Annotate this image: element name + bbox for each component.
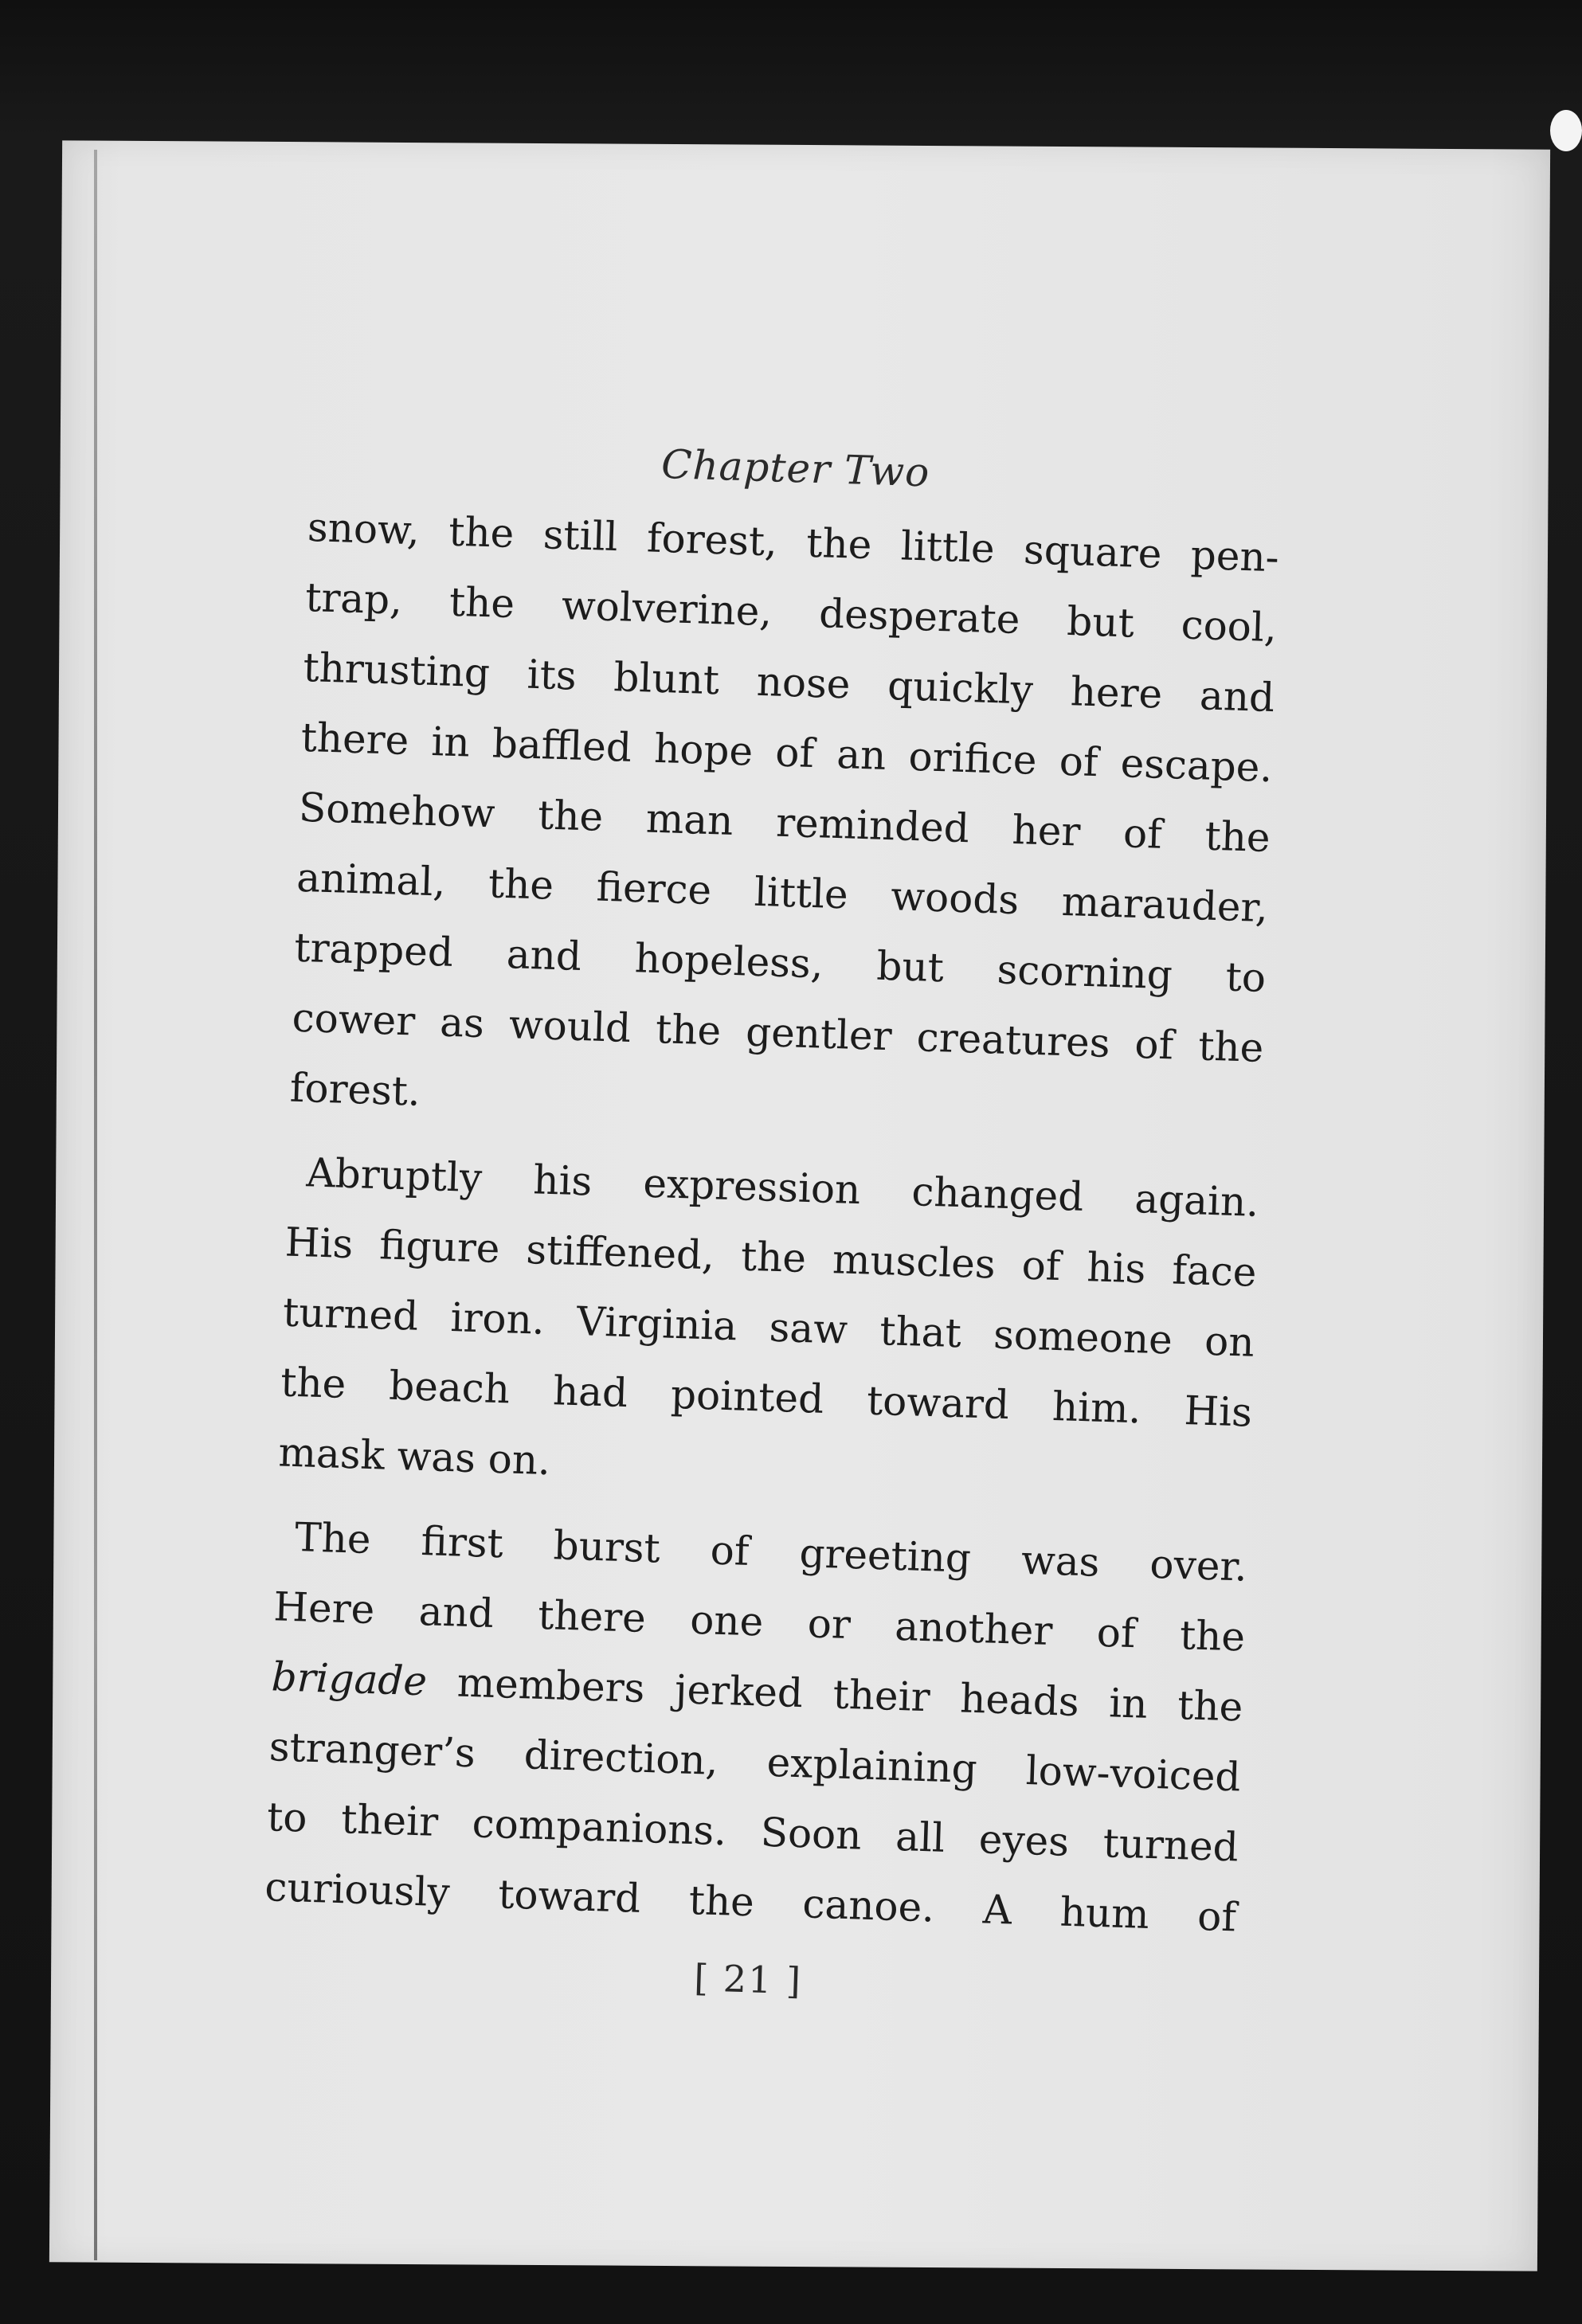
- text-line: curiously toward the canoe. A hum of: [264, 1864, 1237, 1941]
- page-text-block: [262, 430, 1282, 2016]
- text-line: trapped and hopeless, but scorning to: [293, 924, 1267, 1001]
- text-line: to their companions. Soon all eyes turned: [266, 1794, 1239, 1871]
- italic-word: brigade: [270, 1653, 428, 1705]
- text-line: The first burst of greeting was over.: [294, 1514, 1248, 1590]
- text-line: stranger’s direction, explaining low-voiced: [268, 1723, 1242, 1801]
- text-line-rest: members jerked their heads in the: [456, 1659, 1244, 1731]
- text-line: trap, the wolverine, desperate but cool,: [304, 573, 1278, 651]
- text-line: turned iron. Virginia saw that someone on: [282, 1289, 1255, 1366]
- paragraph-1: [289, 492, 1280, 1153]
- running-head: Chapter Two: [660, 440, 931, 496]
- text-line: cower as would the gentler creatures of the: [291, 994, 1265, 1071]
- text-line: animal, the fierce little woods marauder,: [296, 854, 1269, 932]
- page-gutter-edge: [94, 150, 97, 2260]
- film-speck: [1550, 110, 1582, 151]
- text-line: mask was on.: [277, 1429, 551, 1485]
- paragraph-3: [264, 1501, 1248, 1952]
- text-line: His figure stiffened, the muscles of his face: [284, 1219, 1258, 1296]
- text-line: snow, the still forest, the little square pen-: [307, 503, 1280, 581]
- text-line: thrusting its blunt nose quickly here and: [302, 644, 1275, 722]
- page-number: [ 21 ]: [693, 1956, 803, 2003]
- text-line: the beach had pointed toward him. His: [280, 1359, 1253, 1436]
- text-line: forest.: [289, 1064, 421, 1115]
- text-line: Abruptly his expression changed again.: [305, 1149, 1260, 1226]
- text-line: Somehow the man reminded her of the: [298, 784, 1271, 862]
- text-line: there in baffled hope of an orifice of escape.: [300, 714, 1274, 792]
- text-line: Here and there one or another of the: [272, 1583, 1246, 1661]
- paragraph-2: [277, 1137, 1259, 1518]
